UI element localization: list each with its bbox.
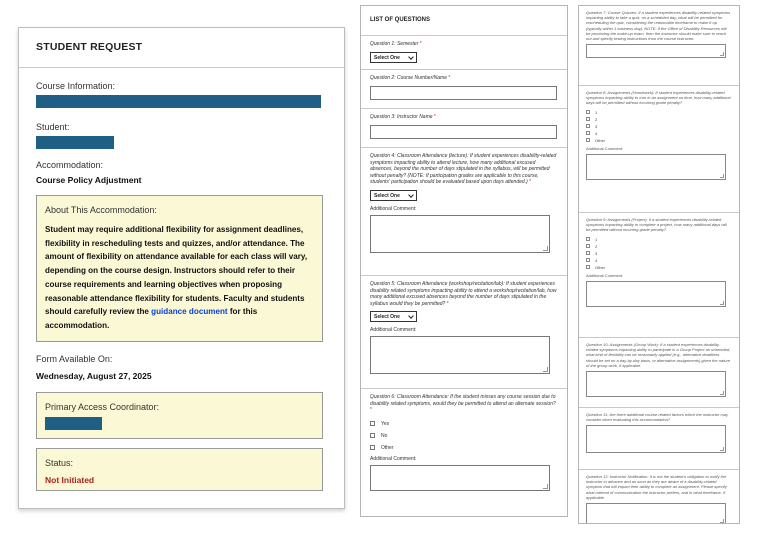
question-4: [361, 148, 567, 276]
checkbox[interactable]: [586, 244, 590, 248]
questions-panel: [360, 5, 568, 517]
q8-option-1[interactable]: 1: [586, 110, 732, 115]
q9-option-1[interactable]: 1: [586, 237, 732, 242]
q9-option-other[interactable]: Other: [586, 265, 732, 270]
checkbox[interactable]: [586, 258, 590, 262]
checkbox[interactable]: [586, 117, 590, 121]
question-7-label: Question 7: Course Quizzes: If a student experiences disability-related symptoms impacting ability to take a quiz, on a scheduled day, what will be permitted for rescheduling the quiz, considering the reasonable timeframe to make it up (typically within 1 business day). NOTE: If the Office of Disability Resources will be proctoring the make-up exam, then the instructor should make sure to reach out and specify testing instructions from the course instructor.: [586, 10, 731, 42]
checkbox[interactable]: [586, 110, 590, 114]
q12-textarea[interactable]: [586, 503, 726, 524]
status-label: Status:: [45, 457, 74, 468]
student-name-redacted: [36, 136, 114, 149]
q9-option-2[interactable]: 2: [586, 244, 732, 249]
option-other[interactable]: Other: [370, 445, 558, 451]
checkbox[interactable]: [586, 131, 590, 135]
question-5-label: Question 5: Classroom Attendance (workshop/recitation/lab): If student experiences disability related symptoms impacting ability to attend a workshop/recitation/lab, how many additional excused absences beyond the number of days stipulated in the syllabus would they be permitted? *: [370, 281, 557, 307]
q4-comment-textarea[interactable]: [370, 215, 550, 253]
additional-comment-label: Additional Comment:: [370, 455, 417, 462]
q7-textarea[interactable]: [586, 44, 726, 58]
question-10: [579, 338, 739, 408]
additional-comment-label: Additional Comment:: [370, 327, 417, 333]
checkbox[interactable]: [370, 445, 375, 450]
question-8: [579, 86, 739, 213]
form-available-date: Wednesday, August 27, 2025: [36, 370, 152, 381]
question-6: [361, 389, 567, 497]
card-title: STUDENT REQUEST: [19, 28, 344, 68]
checkbox[interactable]: [586, 251, 590, 255]
course-information-label: Course Information:: [36, 81, 116, 91]
about-accommodation-box: [36, 195, 323, 342]
course-information-redacted: [36, 95, 321, 108]
coordinator-name-redacted: [45, 417, 102, 430]
student-request-card: [18, 27, 345, 509]
question-9: [579, 213, 739, 338]
checkbox[interactable]: [586, 265, 590, 269]
question-3-label: Question 3: Instructor Name *: [370, 114, 436, 120]
question-12: [579, 470, 739, 524]
about-text: [45, 223, 314, 333]
student-label: Student:: [36, 122, 70, 132]
additional-comment-label: Additional Comment:: [586, 145, 624, 151]
question-5: [361, 276, 567, 389]
semester-select[interactable]: Select One: [370, 52, 417, 63]
additional-comment-label: Additional Comment:: [586, 272, 624, 278]
checkbox[interactable]: [586, 237, 590, 241]
question-11-label: Question 11: Are there additional course-related factors which the instructor may consider when evaluating this accommodation?: [586, 412, 729, 423]
q6-comment-textarea[interactable]: [370, 465, 550, 491]
q9-option-4[interactable]: 4: [586, 258, 732, 263]
status-box: [36, 448, 323, 491]
question-7: [579, 6, 739, 86]
q8-option-2[interactable]: 2: [586, 117, 732, 122]
q9-option-3[interactable]: 3: [586, 251, 732, 256]
question-3: [361, 109, 567, 148]
option-yes[interactable]: Yes: [370, 421, 558, 427]
option-no[interactable]: No: [370, 433, 558, 439]
about-text-after: for this accommodation.: [45, 307, 258, 330]
checkbox[interactable]: [370, 433, 375, 438]
additional-comment-label: Additional Comment:: [370, 205, 417, 212]
checkbox[interactable]: [586, 138, 590, 142]
instructor-name-input[interactable]: [370, 125, 557, 139]
question-8-label: Question 8: Assignments (Homework): If student experiences disability-related symptoms impacting ability to turn in an assignment on time, how many additional days will be permitted without incurring grade penalty?: [586, 90, 731, 106]
about-text-before: Student may require additional flexibility for assignment deadlines, flexibility in rescheduling tests and quizzes, and/or attendance. The amount of flexibility on attendance available for each class will vary, depending on the course design. Instructors should refer to their course requirements and learning objectives when proposing reasonable attendance flexibility for students. Faculty and students should carefully review the: [45, 225, 308, 317]
question-11: [579, 408, 739, 470]
form-available-label: Form Available On:: [36, 353, 113, 364]
q8-option-3[interactable]: 3: [586, 124, 732, 129]
q5-comment-textarea[interactable]: [370, 336, 550, 374]
question-12-label: Question 12: Instructor Notification: It is not the student's obligation to notify the instructor in advance and as soon as they are aware of a disability-related symptom that will impact their ability to complete an assignment. Please specify what method of communication the instructor prefers, and in what timeframe, if applicable.: [586, 474, 727, 500]
q8-option-other[interactable]: Other: [586, 138, 732, 143]
course-number-input[interactable]: [370, 86, 557, 100]
q9-comment-textarea[interactable]: [586, 281, 726, 307]
guidance-document-link[interactable]: guidance document: [151, 307, 228, 317]
lecture-absences-select[interactable]: Select One: [370, 190, 417, 201]
question-1: [361, 36, 567, 70]
checkbox[interactable]: [370, 421, 375, 426]
accommodation-value: Course Policy Adjustment: [36, 175, 142, 185]
q8-option-4[interactable]: 4: [586, 131, 732, 136]
q11-textarea[interactable]: [586, 425, 726, 453]
question-2-label: Question 2: Course Number/Name *: [370, 75, 451, 81]
coordinator-box: [36, 392, 323, 439]
q10-textarea[interactable]: [586, 371, 726, 397]
coordinator-label: Primary Access Coordinator:: [45, 401, 160, 412]
question-6-label: Question 6: Classroom Attendance: If the student misses any course session due to disability related symptoms, would they be permitted to attend an alternate session? *: [370, 394, 556, 413]
question-9-label: Question 9: Assignments (Project): If a student experiences disability-related symptoms impacting ability to complete a project, how many additional days will be permitted without incurring grade penalty?: [586, 217, 727, 233]
question-4-label: Question 4: Classroom Attendance (lecture): If student experiences disability-related symptoms impacting ability to attend lecture, how many additional excused absences, beyond the number of days stipulated in the syllabus, will be permitted without penalty? (NOTE: If participation grades are applicable to this course, students' participation should be evaluated based upon days attended.) *: [370, 153, 557, 185]
workshop-absences-select[interactable]: Select One: [370, 311, 417, 322]
questions-header: LIST OF QUESTIONS: [361, 6, 567, 36]
checkbox[interactable]: [586, 124, 590, 128]
more-questions-panel: [578, 5, 740, 524]
status-value: Not Initiated: [45, 474, 95, 485]
about-title: About This Accommodation:: [45, 205, 157, 215]
question-2: [361, 70, 567, 109]
question-1-label: Question 1: Semester *: [370, 41, 422, 47]
accommodation-label: Accommodation:: [36, 160, 104, 170]
q8-comment-textarea[interactable]: [586, 154, 726, 180]
question-10-label: Question 10: Assignments (Group Work): If a student experiences disability-related symptoms impacting ability to participate in a Group Project as scheduled, what kind of flexibility can be reasonably applied (e.g., alternative deadlines should be set on a day-by-day basis, or alternative assignments) given the nature of the group work, if applicable.: [586, 342, 731, 368]
